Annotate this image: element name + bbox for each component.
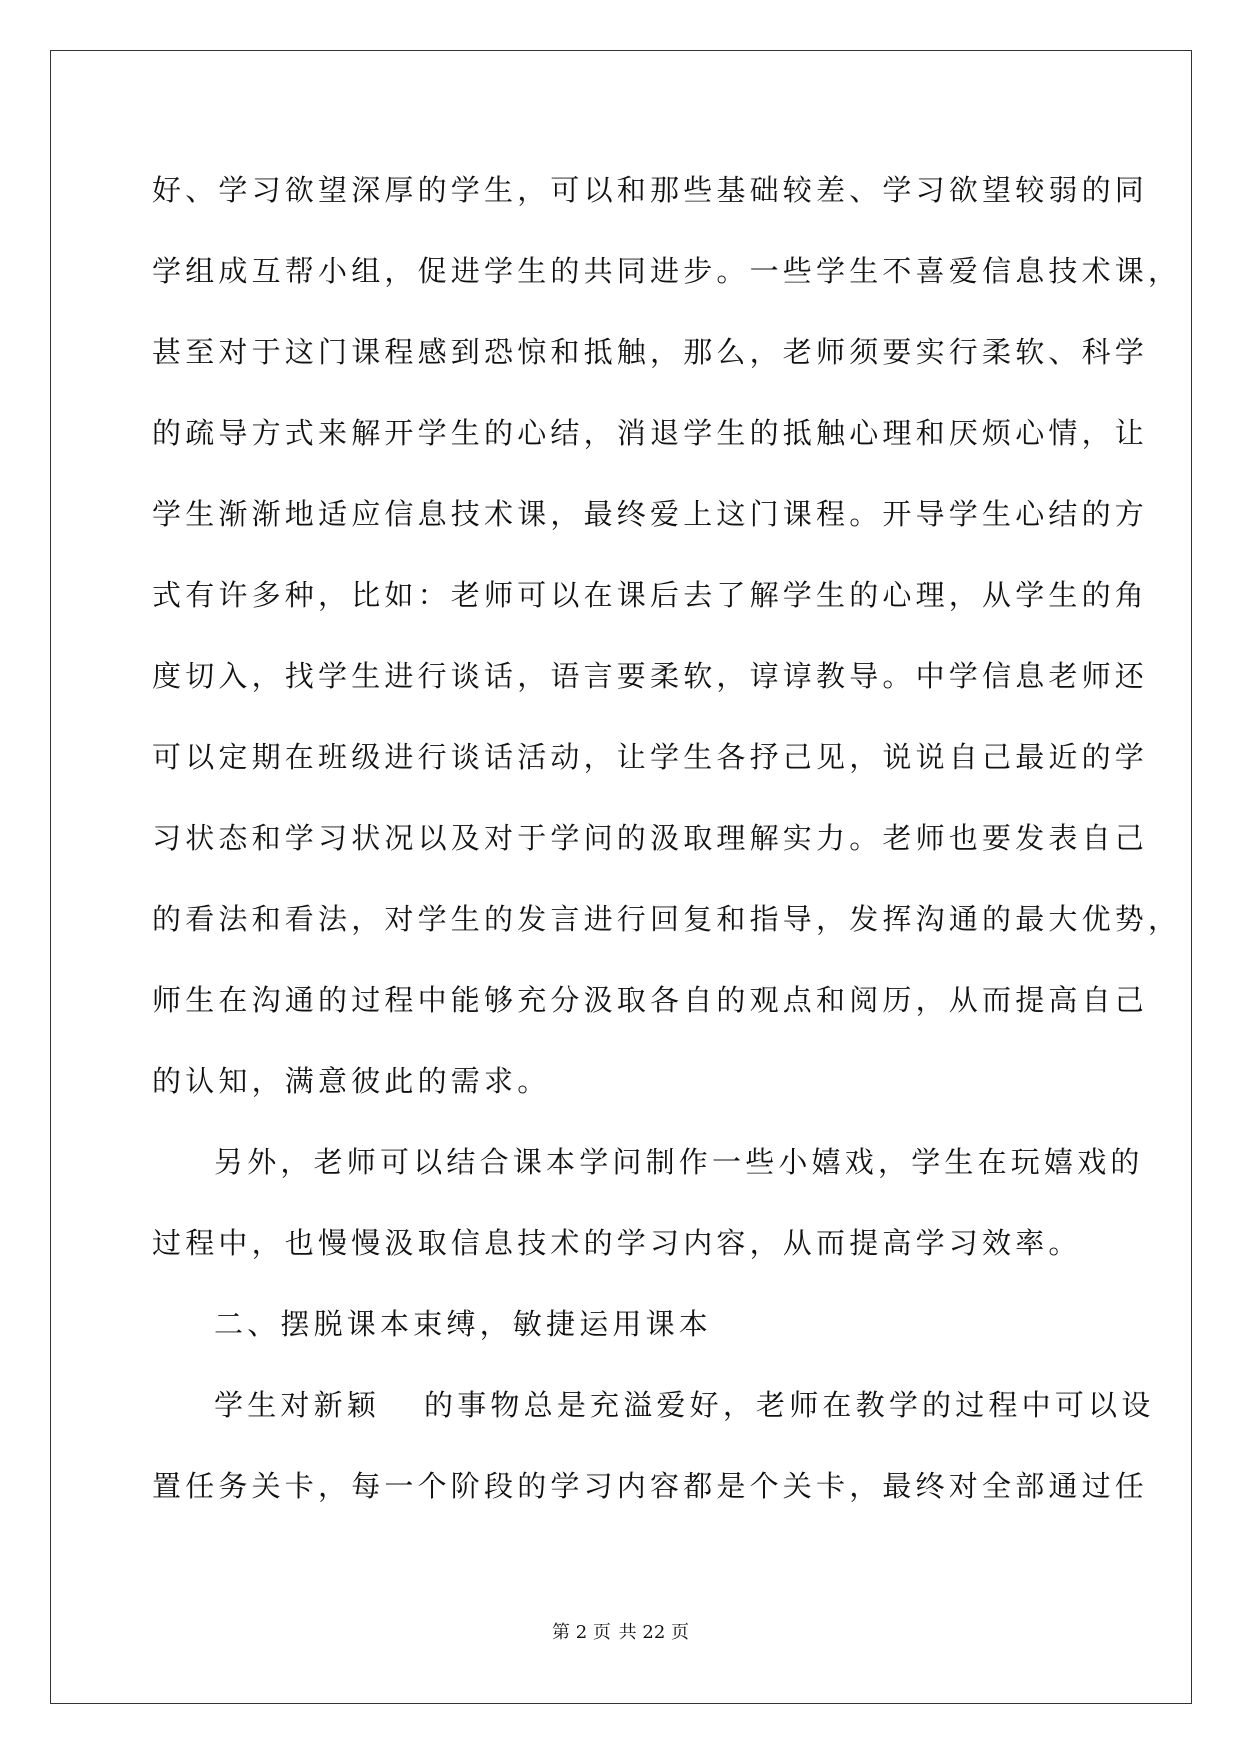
section-heading: 二、摆脱课本束缚，敏捷运用课本 (214, 1307, 713, 1341)
text-line: 学组成互帮小组，促进学生的共同进步。一些学生不喜爱信息技术课， (152, 254, 1182, 288)
text-line: 习状态和学习状况以及对于学问的汲取理解实力。老师也要发表自己 (152, 821, 1149, 855)
text-line: 置任务关卡，每一个阶段的学习内容都是个关卡，最终对全部通过任 (152, 1469, 1149, 1503)
text-line: 师生在沟通的过程中能够充分汲取各自的观点和阅历，从而提高自己 (152, 983, 1149, 1017)
paragraph-start-line: 另外，老师可以结合课本学问制作一些小嬉戏，学生在玩嬉戏的 (214, 1145, 1144, 1179)
page-number: 第 2 页 (552, 1622, 611, 1643)
text-line: 的认知，满意彼此的需求。 (152, 1064, 551, 1098)
text-segment: 学生对新颖 (214, 1388, 381, 1422)
text-line: 学生渐渐地适应信息技术课，最终爱上这门课程。开导学生心结的方 (152, 497, 1149, 531)
text-segment: 的事物总是充溢爱好，老师在教学的过程中可以设 (424, 1388, 1155, 1422)
text-line: 好、学习欲望深厚的学生，可以和那些基础较差、学习欲望较弱的同 (152, 173, 1149, 207)
text-line: 度切入，找学生进行谈话，语言要柔软，谆谆教导。中学信息老师还 (152, 659, 1149, 693)
text-line: 式有许多种，比如：老师可以在课后去了解学生的心理，从学生的角 (152, 578, 1149, 612)
page-footer (0, 1618, 1241, 1644)
text-line: 的疏导方式来解开学生的心结，消退学生的抵触心理和厌烦心情，让 (152, 416, 1149, 450)
paragraph-start-line (152, 1375, 1155, 1456)
text-line: 甚至对于这门课程感到恐惊和抵触，那么，老师须要实行柔软、科学 (152, 335, 1149, 369)
document-body (152, 160, 1182, 1537)
text-line: 的看法和看法，对学生的发言进行回复和指导，发挥沟通的最大优势， (152, 902, 1182, 936)
text-line: 过程中，也慢慢汲取信息技术的学习内容，从而提高学习效率。 (152, 1226, 1082, 1260)
page-total: 共 22 页 (618, 1622, 689, 1643)
text-line: 可以定期在班级进行谈话活动，让学生各抒己见，说说自己最近的学 (152, 740, 1149, 774)
